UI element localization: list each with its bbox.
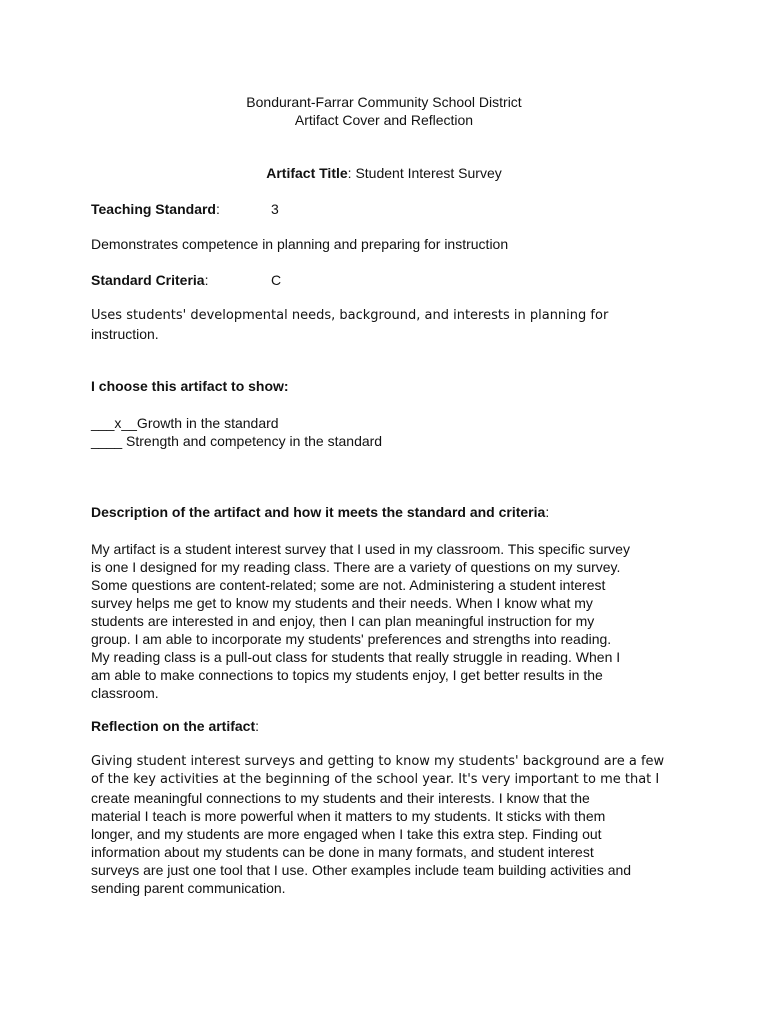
standard-criteria-description-2: instruction.: [91, 326, 159, 342]
reflection-line: information about my students can be done in many formats, and student interest: [91, 844, 594, 860]
reflection-line: Giving student interest surveys and getting to know my students' background are a few: [91, 754, 665, 769]
description-heading-text: Description of the artifact and how it meets the standard and criteria: [91, 504, 546, 520]
reflection-line: create meaningful connections to my students and their interests. I know that the: [91, 790, 590, 806]
artifact-title-sep: :: [347, 165, 352, 181]
reflection-heading: [91, 717, 259, 735]
artifact-title-value: Student Interest Survey: [351, 165, 502, 181]
teaching-standard-value: 3: [271, 201, 279, 217]
description-line: Some questions are content-related; some are not. Administering a student interest: [91, 577, 606, 593]
description-line: group. I am able to incorporate my students' preferences and strengths into reading.: [91, 631, 612, 647]
teaching-standard-line: [91, 200, 220, 218]
teaching-standard-description: Demonstrates competence in planning and preparing for instruction: [91, 236, 509, 252]
standard-criteria-description-1: Uses students' developmental needs, background, and interests in planning for: [91, 308, 609, 323]
reflection-line: of the key activities at the beginning of the school year. It's very important to me that I: [91, 772, 660, 787]
reflection-line: longer, and my students are more engaged when I take this extra step. Finding out: [91, 826, 602, 842]
reflection-paragraph: [91, 753, 691, 897]
reflection-heading-text: Reflection on the artifact: [91, 718, 256, 734]
teaching-standard-sep: :: [215, 201, 220, 217]
description-paragraph: [91, 540, 691, 702]
standard-criteria-line: [91, 271, 208, 289]
choice-option-growth: ___x__Growth in the standard: [91, 415, 279, 431]
choice-heading: I choose this artifact to show:: [91, 378, 289, 394]
reflection-heading-sep: :: [255, 718, 260, 734]
description-heading: [91, 503, 549, 521]
reflection-line: sending parent communication.: [91, 880, 286, 896]
description-line: am able to make connections to topics my students enjoy, I get better results in the: [91, 667, 603, 683]
description-line: students are interested in and enjoy, then I can plan meaningful instruction for my: [91, 613, 595, 629]
standard-criteria-sep: :: [204, 272, 209, 288]
description-heading-sep: :: [545, 504, 550, 520]
reflection-line: surveys are just one tool that I use. Other examples include team building activities and: [91, 862, 632, 878]
document-subtitle: Artifact Cover and Reflection: [294, 112, 474, 128]
description-line: My artifact is a student interest survey that I used in my classroom. This specific survey: [91, 541, 630, 557]
description-line: is one I designed for my reading class. There are a variety of questions on my survey.: [91, 559, 621, 575]
standard-criteria-label: Standard Criteria: [91, 272, 205, 288]
teaching-standard-label: Teaching Standard: [91, 201, 216, 217]
reflection-line: material I teach is more powerful when it matters to my students. It sticks with them: [91, 808, 606, 824]
standard-criteria-value: C: [271, 272, 282, 288]
artifact-title-line: [0, 164, 768, 182]
district-name: Bondurant-Farrar Community School District: [246, 94, 522, 110]
artifact-title-label: Artifact Title: [266, 165, 348, 181]
description-line: classroom.: [91, 685, 159, 701]
description-line: survey helps me get to know my students and their needs. When I know what my: [91, 595, 593, 611]
choice-option-strength: ____ Strength and competency in the standard: [91, 433, 383, 449]
description-line: My reading class is a pull-out class for students that really struggle in reading. When I: [91, 649, 621, 665]
